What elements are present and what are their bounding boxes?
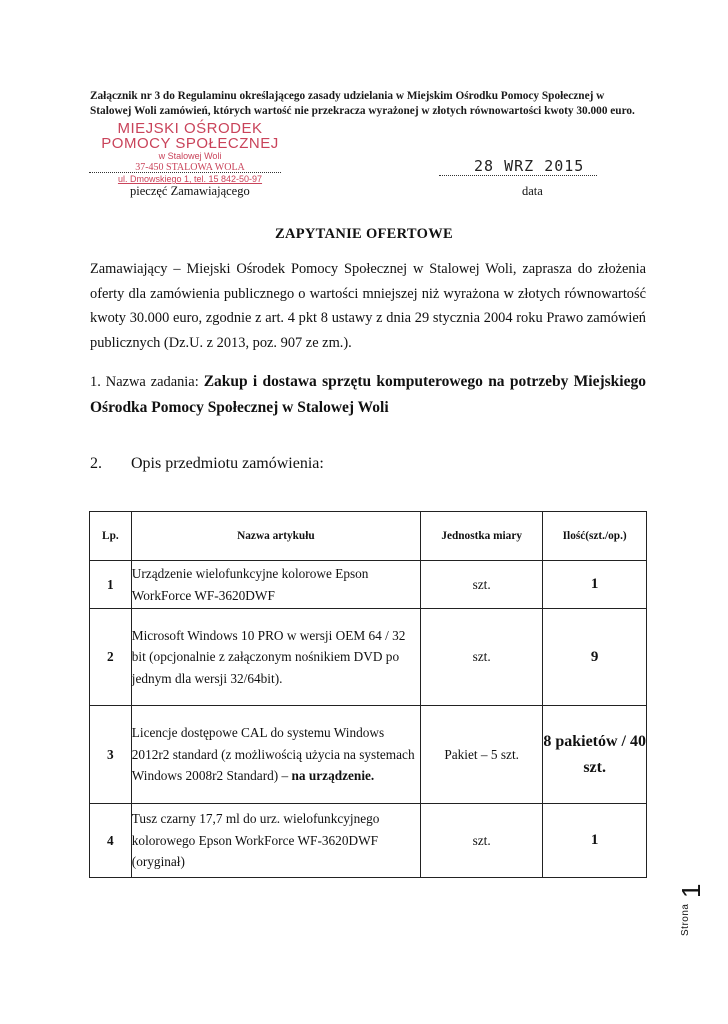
header-lp: Lp. xyxy=(90,512,132,561)
intro-paragraph: Zamawiający – Miejski Ośrodek Pomocy Społecznej w Stalowej Woli, zaprasza do złożenia oferty dla zamówienia publicznego o wartości mniejszej niż wyrażona w złotych równowartość kwoty 30.000 euro, zgodnie z art. 4 pkt 8 ustawy z dnia 29 stycznia 2004 roku Prawo zamówień publicznych (Dz.U. z 2013, poz. 907 ze zm.). xyxy=(90,261,646,351)
header-qty: Ilość(szt./op.) xyxy=(543,512,647,561)
row-name: Tusz czarny 17,7 ml do urz. wielofunkcyjnego kolorowego Epson WorkForce WF-3620DWF (oryginał) xyxy=(131,804,420,878)
row-qty: 8 pakietów / 40 szt. xyxy=(543,706,647,804)
stamp-signature-line xyxy=(89,172,281,173)
row-qty: 9 xyxy=(543,609,647,706)
page-label: Strona xyxy=(680,903,691,936)
row-qty: 1 xyxy=(543,804,647,878)
row-unit: szt. xyxy=(421,609,543,706)
table-row xyxy=(90,561,647,609)
row-name: Microsoft Windows 10 PRO w wersji OEM 64 / 32 bit (opcjonalnie z załączonym nośnikiem DVD po jednym dla wersji 32/64bit). xyxy=(131,609,420,706)
row-unit: szt. xyxy=(421,561,543,609)
header-unit: Jednostka miary xyxy=(421,512,543,561)
date-signature-line xyxy=(439,175,597,176)
row-unit: Pakiet – 5 szt. xyxy=(421,706,543,804)
table-header-row xyxy=(90,512,647,561)
row-unit: szt. xyxy=(421,804,543,878)
description-label: Opis przedmiotu zamówienia: xyxy=(131,455,324,472)
institution-stamp xyxy=(100,121,280,185)
row-name-text: Licencje dostępowe CAL do systemu Windows 2012r2 standard (z możliwością użycia na systemach Windows 2008r2 Standard) – xyxy=(131,725,415,784)
description-heading xyxy=(90,455,324,473)
task-name: Zakup i dostawa sprzętu komputerowego na potrzeby Miejskiego Ośrodka Pomocy Społecznej w Stalowej Woli xyxy=(90,373,646,416)
row-lp: 2 xyxy=(90,609,132,706)
task-name-section xyxy=(90,369,646,421)
date-stamp: 28 WRZ 2015 xyxy=(474,157,585,175)
row-lp: 3 xyxy=(90,706,132,804)
date-caption: data xyxy=(522,184,543,198)
row-name: Urządzenie wielofunkcyjne kolorowe Epson WorkForce WF-3620DWF xyxy=(131,561,420,609)
stamp-line: MIEJSKI OŚRODEK xyxy=(117,120,263,137)
row-name xyxy=(131,706,420,804)
stamp-line: 37-450 STALOWA WOLA xyxy=(135,162,245,173)
page-number-mark xyxy=(676,870,706,936)
description-number: 2. xyxy=(90,455,102,472)
stamp-caption: pieczęć Zamawiającego xyxy=(130,184,250,198)
row-qty: 1 xyxy=(543,561,647,609)
items-table xyxy=(89,511,647,878)
task-prefix: 1. Nazwa zadania: xyxy=(90,374,199,390)
stamp-line: w Stalowej Woli xyxy=(158,151,222,161)
header-name: Nazwa artykułu xyxy=(131,512,420,561)
stamp-line: ul. Dmowskiego 1, tel. 15 842-50-97 xyxy=(117,174,263,184)
page-title: ZAPYTANIE OFERTOWE xyxy=(275,226,453,242)
table-row xyxy=(90,609,647,706)
row-name-bold: na urządzenie. xyxy=(291,768,375,784)
table-row xyxy=(90,706,647,804)
regulation-header-note: Załącznik nr 3 do Regulaminu określającego zasady udzielania w Miejskim Ośrodku Pomocy Społecznej w Stalowej Woli zamówień, których wartość nie przekracza wyrażonej w złotych równowartości kwoty 30.000 euro. xyxy=(90,90,635,117)
page-number: 1 xyxy=(676,883,706,898)
row-lp: 4 xyxy=(90,804,132,878)
table-row xyxy=(90,804,647,878)
stamp-line: POMOCY SPOŁECZNEJ xyxy=(101,135,279,152)
row-lp: 1 xyxy=(90,561,132,609)
